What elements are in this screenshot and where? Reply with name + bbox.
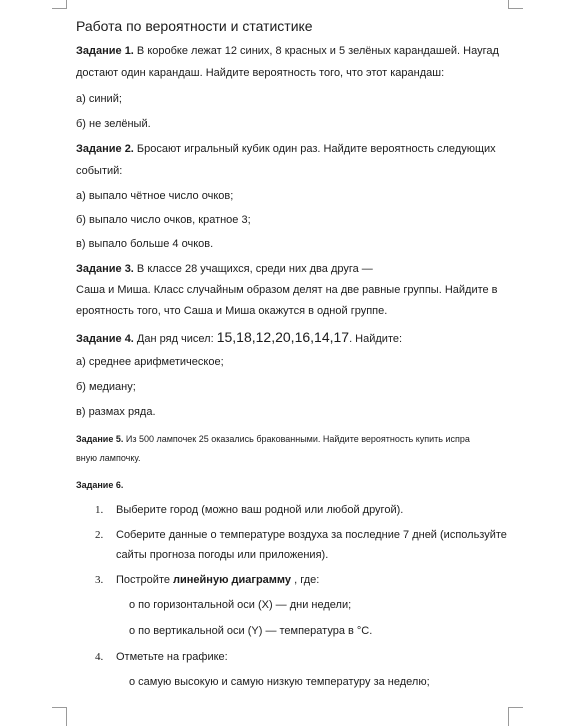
crop-mark-bottom-left (52, 707, 67, 726)
task2-option-b: б) выпало число очков, кратное 3; (76, 214, 251, 226)
task2-line2: событий: (76, 165, 123, 177)
task2-option-a: а) выпало чётное число очков; (76, 190, 234, 202)
task6-item4-text: Отметьте на графике: (116, 651, 228, 663)
task6-item3-number: 3. (95, 574, 104, 586)
task2-line1 (76, 142, 496, 156)
task3-line1 (76, 262, 373, 276)
task6-item3-text: Постройте (116, 574, 174, 586)
task3-label: Задание 3. (76, 263, 134, 275)
task6-item3-line (116, 573, 319, 587)
task4-option-b: б) медиану; (76, 381, 136, 393)
task3-text1: В классе 28 учащихся, среди них два друга — (133, 263, 373, 275)
task5-line1 (76, 432, 470, 446)
task5-text1: Из 500 лампочек 25 оказались бракованными. Найдите вероятность купить испра (123, 434, 470, 444)
task6-item3-text-after: , где: (291, 574, 320, 586)
task6-item2-number: 2. (95, 529, 104, 541)
task1-option-b: б) не зелёный. (76, 118, 151, 130)
task6-item2-text: Соберите данные о температуре воздуха за последние 7 дней (используйте (116, 529, 507, 541)
task6-item4-number: 4. (95, 651, 104, 663)
task6-item1-text: Выберите город (можно ваш родной или любой другой). (116, 504, 404, 516)
task1-label: Задание 1. (76, 45, 134, 57)
task6-item2-text-cont: сайты прогноза погоды или приложения). (116, 549, 329, 561)
task2-label: Задание 2. (76, 143, 134, 155)
task1-line1 (76, 44, 499, 58)
task5-label: Задание 5. (76, 434, 124, 444)
task4-label: Задание 4. (76, 333, 134, 345)
task2-option-c: в) выпало больше 4 очков. (76, 238, 214, 250)
task4-option-a: а) среднее арифметическое; (76, 356, 224, 368)
task6-item4-sub1: о самую высокую и самую низкую температуру за неделю; (129, 676, 430, 688)
task5-line2: вную лампочку. (76, 453, 141, 463)
task4-suffix: . Найдите: (349, 333, 403, 345)
task6-item3-bold: линейную диаграмму (173, 574, 292, 586)
task1-text1: В коробке лежат 12 синих, 8 красных и 5 зелёных карандашей. Наугад (133, 45, 499, 57)
task4-option-c: в) размах ряда. (76, 406, 156, 418)
task4-numbers: 15,18,12,20,16,14,17 (216, 329, 350, 345)
page-title: Работа по вероятности и статистике (76, 18, 313, 34)
task6-item1-number: 1. (95, 504, 104, 516)
crop-mark-top-right (508, 0, 523, 9)
task4-line1 (76, 328, 402, 348)
task1-option-a: а) синий; (76, 93, 122, 105)
crop-mark-top-left (52, 0, 67, 9)
task6-item3-sub1: о по горизонтальной оси (X) — дни недели; (129, 599, 352, 611)
task6-item3-sub2: о по вертикальной оси (Y) — температура в °С. (129, 625, 373, 637)
task3-line3: ероятность того, что Саша и Миша окажутся в одной группе. (76, 305, 388, 317)
task4-prefix: Дан ряд чисел: (133, 333, 217, 345)
task6-label: Задание 6. (76, 480, 124, 490)
task1-line2: достают один карандаш. Найдите вероятность того, что этот карандаш: (76, 67, 445, 79)
task2-text1: Бросают игральный кубик один раз. Найдите вероятность следующих (133, 143, 496, 155)
task3-line2: Саша и Миша. Класс случайным образом делят на две равные группы. Найдите в (76, 284, 498, 296)
crop-mark-bottom-right (508, 707, 523, 726)
